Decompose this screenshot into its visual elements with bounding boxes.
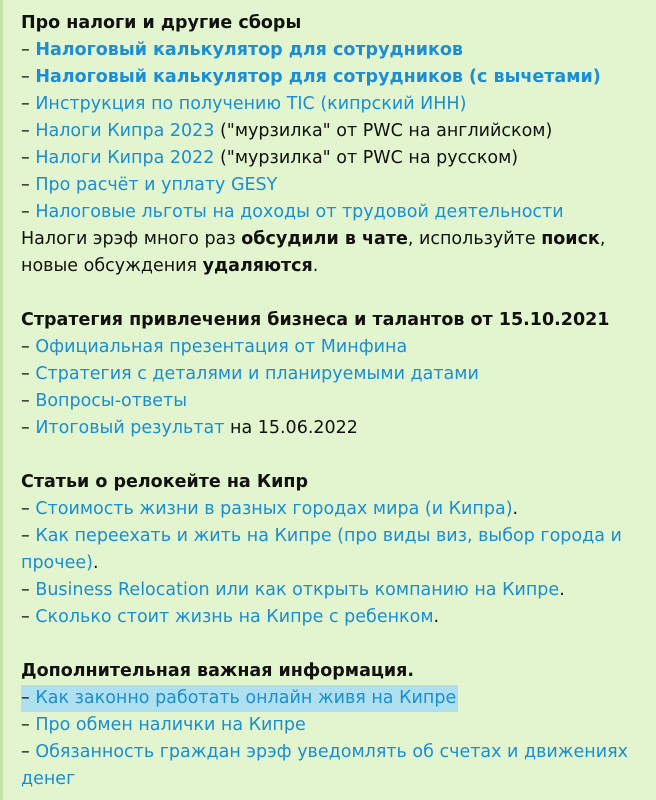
note-text: Налоги эрэф много раз — [21, 229, 242, 249]
list-dash: – — [21, 337, 36, 357]
message-left-border — [0, 0, 3, 800]
list-item — [21, 37, 651, 64]
list-item — [21, 577, 651, 604]
list-item-suffix: . — [433, 607, 440, 627]
section-strategy — [21, 307, 651, 442]
list-dash: – — [21, 364, 36, 384]
cyprus-taxes-2023-link[interactable]: Налоги Кипра 2023 — [35, 121, 215, 141]
list-item-suffix: . — [512, 499, 519, 519]
list-dash: – — [21, 607, 36, 627]
tax-calculator-link[interactable]: Налоговый калькулятор для сотрудников — [35, 40, 463, 60]
list-item-suffix: ("мурзилка" от PWC на русском) — [214, 148, 519, 168]
list-item-suffix: ("мурзилка" от PWC на английском) — [214, 121, 553, 141]
note-bold: обсудили в чате — [241, 229, 408, 249]
list-item — [21, 604, 651, 631]
list-dash: – — [21, 580, 36, 600]
note-text: , используйте — [407, 229, 542, 249]
list-dash: – — [21, 175, 36, 195]
list-item — [21, 496, 651, 523]
list-item — [21, 91, 651, 118]
list-item — [21, 334, 651, 361]
note-line — [21, 226, 651, 253]
list-item — [21, 361, 651, 388]
tax-calculator-deductions-link[interactable]: Налоговый калькулятор для сотрудников (с вычетами) — [35, 67, 601, 87]
list-dash: – — [21, 148, 36, 168]
list-item — [21, 523, 651, 577]
list-dash: – — [21, 742, 36, 762]
list-item — [21, 199, 651, 226]
note-line — [21, 253, 651, 280]
list-dash: – — [21, 67, 36, 87]
list-dash: – — [21, 391, 36, 411]
list-item-suffix: . — [559, 580, 565, 600]
list-item — [21, 712, 651, 739]
list-item — [21, 739, 651, 793]
how-to-move-link[interactable]: Как переехать и жить на Кипре (про виды виз, выбор города и прочее) — [21, 526, 622, 573]
faq-link[interactable]: Вопросы-ответы — [35, 391, 188, 411]
list-dash: – — [21, 40, 36, 60]
list-item-suffix: . — [92, 553, 99, 573]
list-item-suffix: на 15.06.2022 — [224, 418, 358, 438]
note-text: новые обсуждения — [21, 256, 203, 276]
note-bold: поиск — [541, 229, 600, 249]
business-relocation-link[interactable]: Business Relocation или как открыть компанию на Кипре — [35, 580, 560, 600]
note-bold: удаляются — [202, 256, 313, 276]
cost-of-living-link[interactable]: Стоимость жизни в разных городах мира (и Кипра) — [35, 499, 513, 519]
list-dash: – — [21, 418, 36, 438]
list-dash: – — [21, 715, 36, 735]
section-heading: Про налоги и другие сборы — [21, 13, 302, 33]
section-heading: Дополнительная важная информация. — [21, 661, 415, 681]
list-dash: – — [21, 94, 36, 114]
section-relocation — [21, 469, 651, 631]
minfin-presentation-link[interactable]: Официальная презентация от Минфина — [35, 337, 408, 357]
section-heading: Стратегия привлечения бизнеса и талантов от 15.10.2021 — [21, 310, 610, 330]
accounts-notification-link[interactable]: Обязанность граждан эрэф уведомлять об счетах и движениях денег — [21, 742, 629, 789]
list-dash: – — [21, 202, 36, 222]
list-dash: – — [21, 121, 36, 141]
section-additional — [21, 658, 651, 793]
message-body — [21, 10, 651, 793]
gesy-link[interactable]: Про расчёт и уплату GESY — [35, 175, 278, 195]
tic-instruction-link[interactable]: Инструкция по получению TIC (кипрский ИНН) — [35, 94, 467, 114]
strategy-details-link[interactable]: Стратегия с деталями и планируемыми датами — [35, 364, 479, 384]
section-taxes — [21, 10, 651, 280]
highlighted-item — [21, 685, 458, 712]
cyprus-taxes-2022-link[interactable]: Налоги Кипра 2022 — [35, 148, 215, 168]
final-result-link[interactable]: Итоговый результат — [35, 418, 225, 438]
section-heading: Статьи о релокейте на Кипр — [21, 472, 308, 492]
tax-benefits-link[interactable]: Налоговые льготы на доходы от трудовой деятельности — [35, 202, 564, 222]
life-with-child-link[interactable]: Сколько стоит жизнь на Кипре с ребенком — [35, 607, 434, 627]
list-item — [21, 685, 651, 712]
note-text: , — [599, 229, 606, 249]
note-text: . — [312, 256, 319, 276]
list-dash: – — [21, 688, 36, 708]
list-item — [21, 64, 651, 91]
work-online-link[interactable]: Как законно работать онлайн живя на Кипре — [35, 688, 457, 708]
list-dash: – — [21, 526, 36, 546]
list-item — [21, 145, 651, 172]
list-item — [21, 415, 651, 442]
list-item — [21, 172, 651, 199]
cash-exchange-link[interactable]: Про обмен налички на Кипре — [35, 715, 306, 735]
list-item — [21, 388, 651, 415]
list-item — [21, 118, 651, 145]
list-dash: – — [21, 499, 36, 519]
